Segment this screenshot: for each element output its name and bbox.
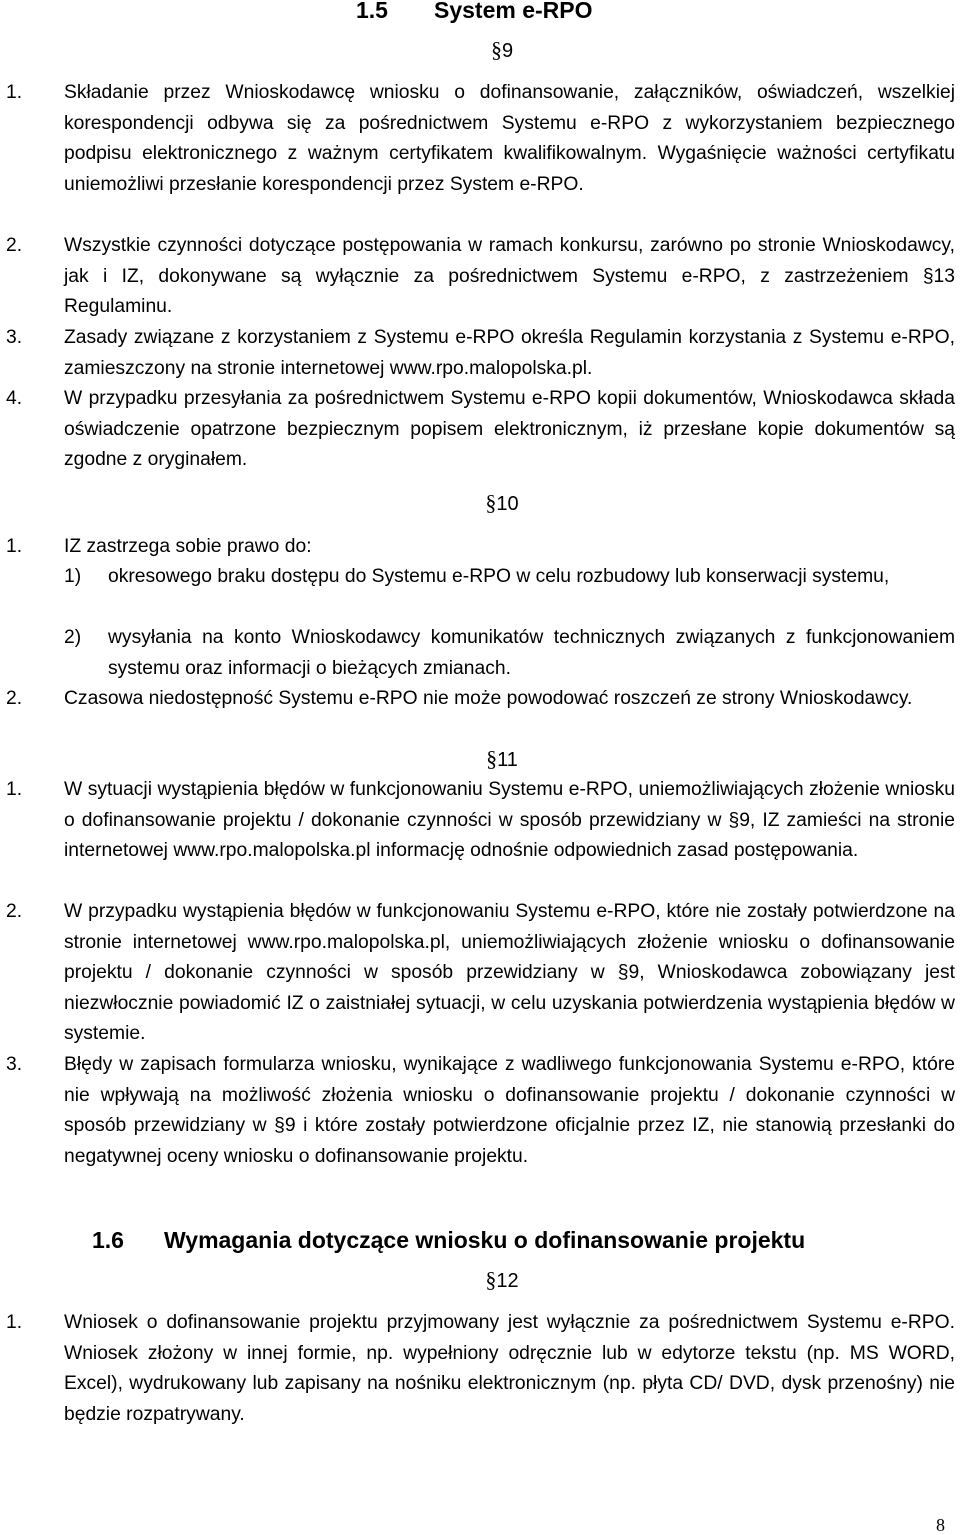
par10-subitem-2: 2) wysyłania na konto Wnioskodawcy komunikatów technicznych związanych z funkcjonowaniem systemu oraz informacji o bieżących zmianach. [64,627,955,679]
par10-item-1: 1. IZ zastrzega sobie prawo do: [6,536,312,557]
paragraph-9-marker: §9 [490,37,514,62]
section-heading-1-5 [356,0,593,24]
par9-item-3: 3. Zasady związane z korzystaniem z Systemu e-RPO określa Regulamin korzystania z Systemu e-RPO, zamieszczony na stronie internetowej www.rpo.malopolska.pl. [6,327,955,379]
par11-item-3: 3. Błędy w zapisach formularza wniosku, wynikające z wadliwego funkcjonowania Systemu e-RPO, które nie wpływają na możliwość złożenia wniosku o dofinansowanie projektu / dokonanie czynności w sposób przewidziany w §9 i które zostały potwierdzone oficjalnie przez IZ, nie stanowią przesłanki do negatywnej oceny wniosku o dofinansowanie projektu. [6,1054,955,1167]
par10-subitem-1: 1) okresowego braku dostępu do Systemu e-RPO w celu rozbudowy lub konserwacji systemu, [64,566,890,587]
heading-title: Wymagania dotyczące wniosku o dofinansowanie projektu [163,1227,806,1253]
page-number: 8 [936,1515,945,1535]
heading-number: 1.5 [356,0,388,23]
par10-item-2: 2. Czasowa niedostępność Systemu e-RPO nie może powodować roszczeń ze strony Wnioskodawcy. [6,688,913,709]
paragraph-11-marker: §11 [486,746,518,771]
heading-title: System e-RPO [433,0,593,23]
par11-item-1: 1. W sytuacji wystąpienia błędów w funkcjonowaniu Systemu e-RPO, uniemożliwiających złożenie wniosku o dofinansowanie projektu / dokonanie czynności w sposób przewidziany w §9, IZ zamieści na stronie internetowej www.rpo.malopolska.pl informację odnośnie odpowiednich zasad postępowania. [6,779,955,861]
paragraph-10-marker: §10 [485,490,519,515]
paragraph-12-marker: §12 [485,1267,519,1292]
par9-item-1: 1. Składanie przez Wnioskodawcę wniosku o dofinansowanie, załączników, oświadczeń, wszelkiej korespondencji odbywa się za pośrednictwem Systemu e-RPO z wykorzystaniem bezpiecznego podpisu elektronicznego z ważnym certyfikatem kwalifikowalnym. Wygaśnięcie ważności certyfikatu uniemożliwi przesłanie korespondencji przez System e-RPO. [6,82,955,195]
section-heading-1-6 [92,1226,805,1254]
par11-item-2: 2. W przypadku wystąpienia błędów w funkcjonowaniu Systemu e-RPO, które nie zostały potwierdzone na stronie internetowej www.rpo.malopolska.pl, uniemożliwiających złożenie wniosku o dofinansowanie projektu / dokonanie czynności w sposób przewidziany w §9, Wnioskodawca zobowiązany jest niezwłocznie powiadomić IZ o zaistniałej sytuacji, w celu uzyskania potwierdzenia wystąpienia błędów w systemie. [6,901,955,1044]
par12-item-1: 1. Wniosek o dofinansowanie projektu przyjmowany jest wyłącznie za pośrednictwem Systemu e-RPO. Wniosek złożony w innej formie, np. wypełniony odręcznie lub w edytorze tekstu (np. MS WORD, Excel), wydrukowany lub zapisany na nośniku elektronicznym (np. płyta CD/ DVD, dysk przenośny) nie będzie rozpatrywany. [6,1312,955,1425]
par9-item-4: 4. W przypadku przesyłania za pośrednictwem Systemu e-RPO kopii dokumentów, Wnioskodawca składa oświadczenie opatrzone bezpiecznym popisem elektronicznym, iż przesłane kopie dokumentów są zgodne z oryginałem. [6,388,955,470]
par9-item-2: 2. Wszystkie czynności dotyczące postępowania w ramach konkursu, zarówno po stronie Wnioskodawcy, jak i IZ, dokonywane są wyłącznie za pośrednictwem Systemu e-RPO, z zastrzeżeniem §13 Regulaminu. [6,235,955,317]
heading-number: 1.6 [92,1227,124,1253]
